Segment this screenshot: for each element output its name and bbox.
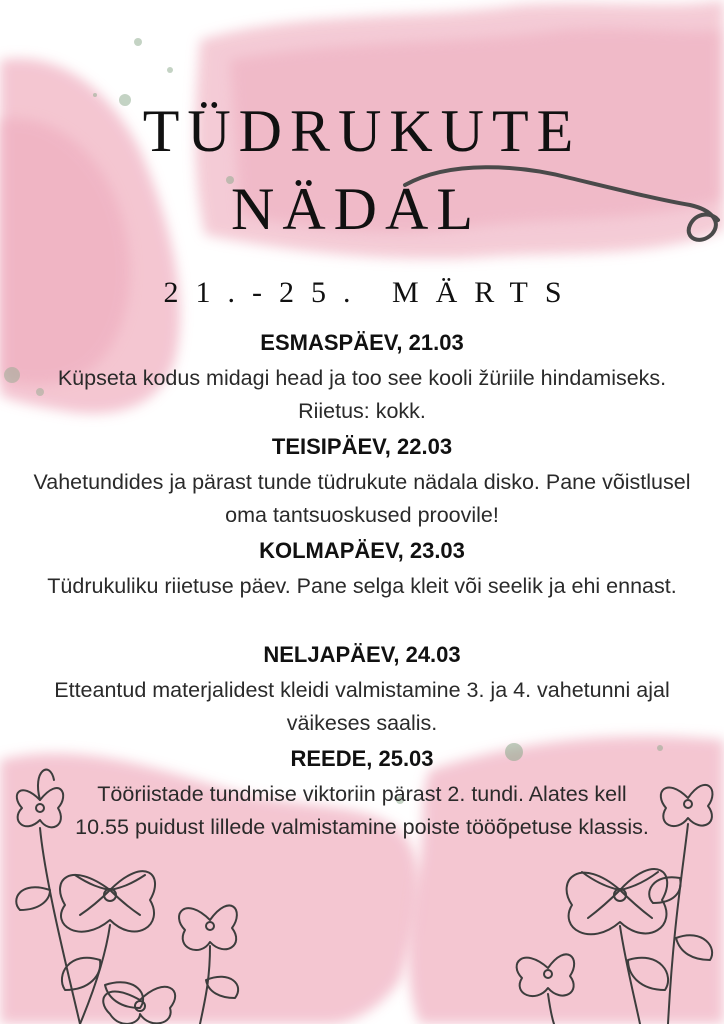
day-heading-tuesday: TEISIPÄEV, 22.03: [271, 434, 453, 459]
poster-title-line2: NÄDAL: [231, 176, 481, 242]
day-text-tuesday: Vahetundides ja pärast tunde tüdrukute nädala disko. Pane võistlusel oma tantsuoskused proovile!: [33, 470, 691, 527]
day-heading-thursday: NELJAPÄEV, 24.03: [263, 642, 461, 667]
day-text-thursday: Etteantud materjalidest kleidi valmistamine 3. ja 4. vahetunni ajal väikeses saalis.: [54, 678, 670, 735]
day-text-wednesday: Tüdrukuliku riietuse päev. Pane selga kleit või seelik ja ehi ennast.: [47, 574, 677, 598]
day-heading-friday: REEDE, 25.03: [290, 746, 434, 771]
day-heading-wednesday: KOLMAPÄEV, 23.03: [259, 538, 465, 563]
day-text-friday: Tööriistade tundmise viktoriin pärast 2. tundi. Alates kell 10.55 puidust lillede valmistamine poiste tööõpetuse klassis.: [75, 782, 649, 839]
poster-dates: 21.-25. MÄRTS: [163, 276, 579, 309]
poster-title-line1: TÜDRUKUTE: [142, 98, 582, 164]
day-text-monday: Küpseta kodus midagi head ja too see kooli žüriile hindamiseks. Riietus: kokk.: [57, 366, 667, 423]
day-heading-monday: ESMASPÄEV, 21.03: [260, 330, 464, 355]
